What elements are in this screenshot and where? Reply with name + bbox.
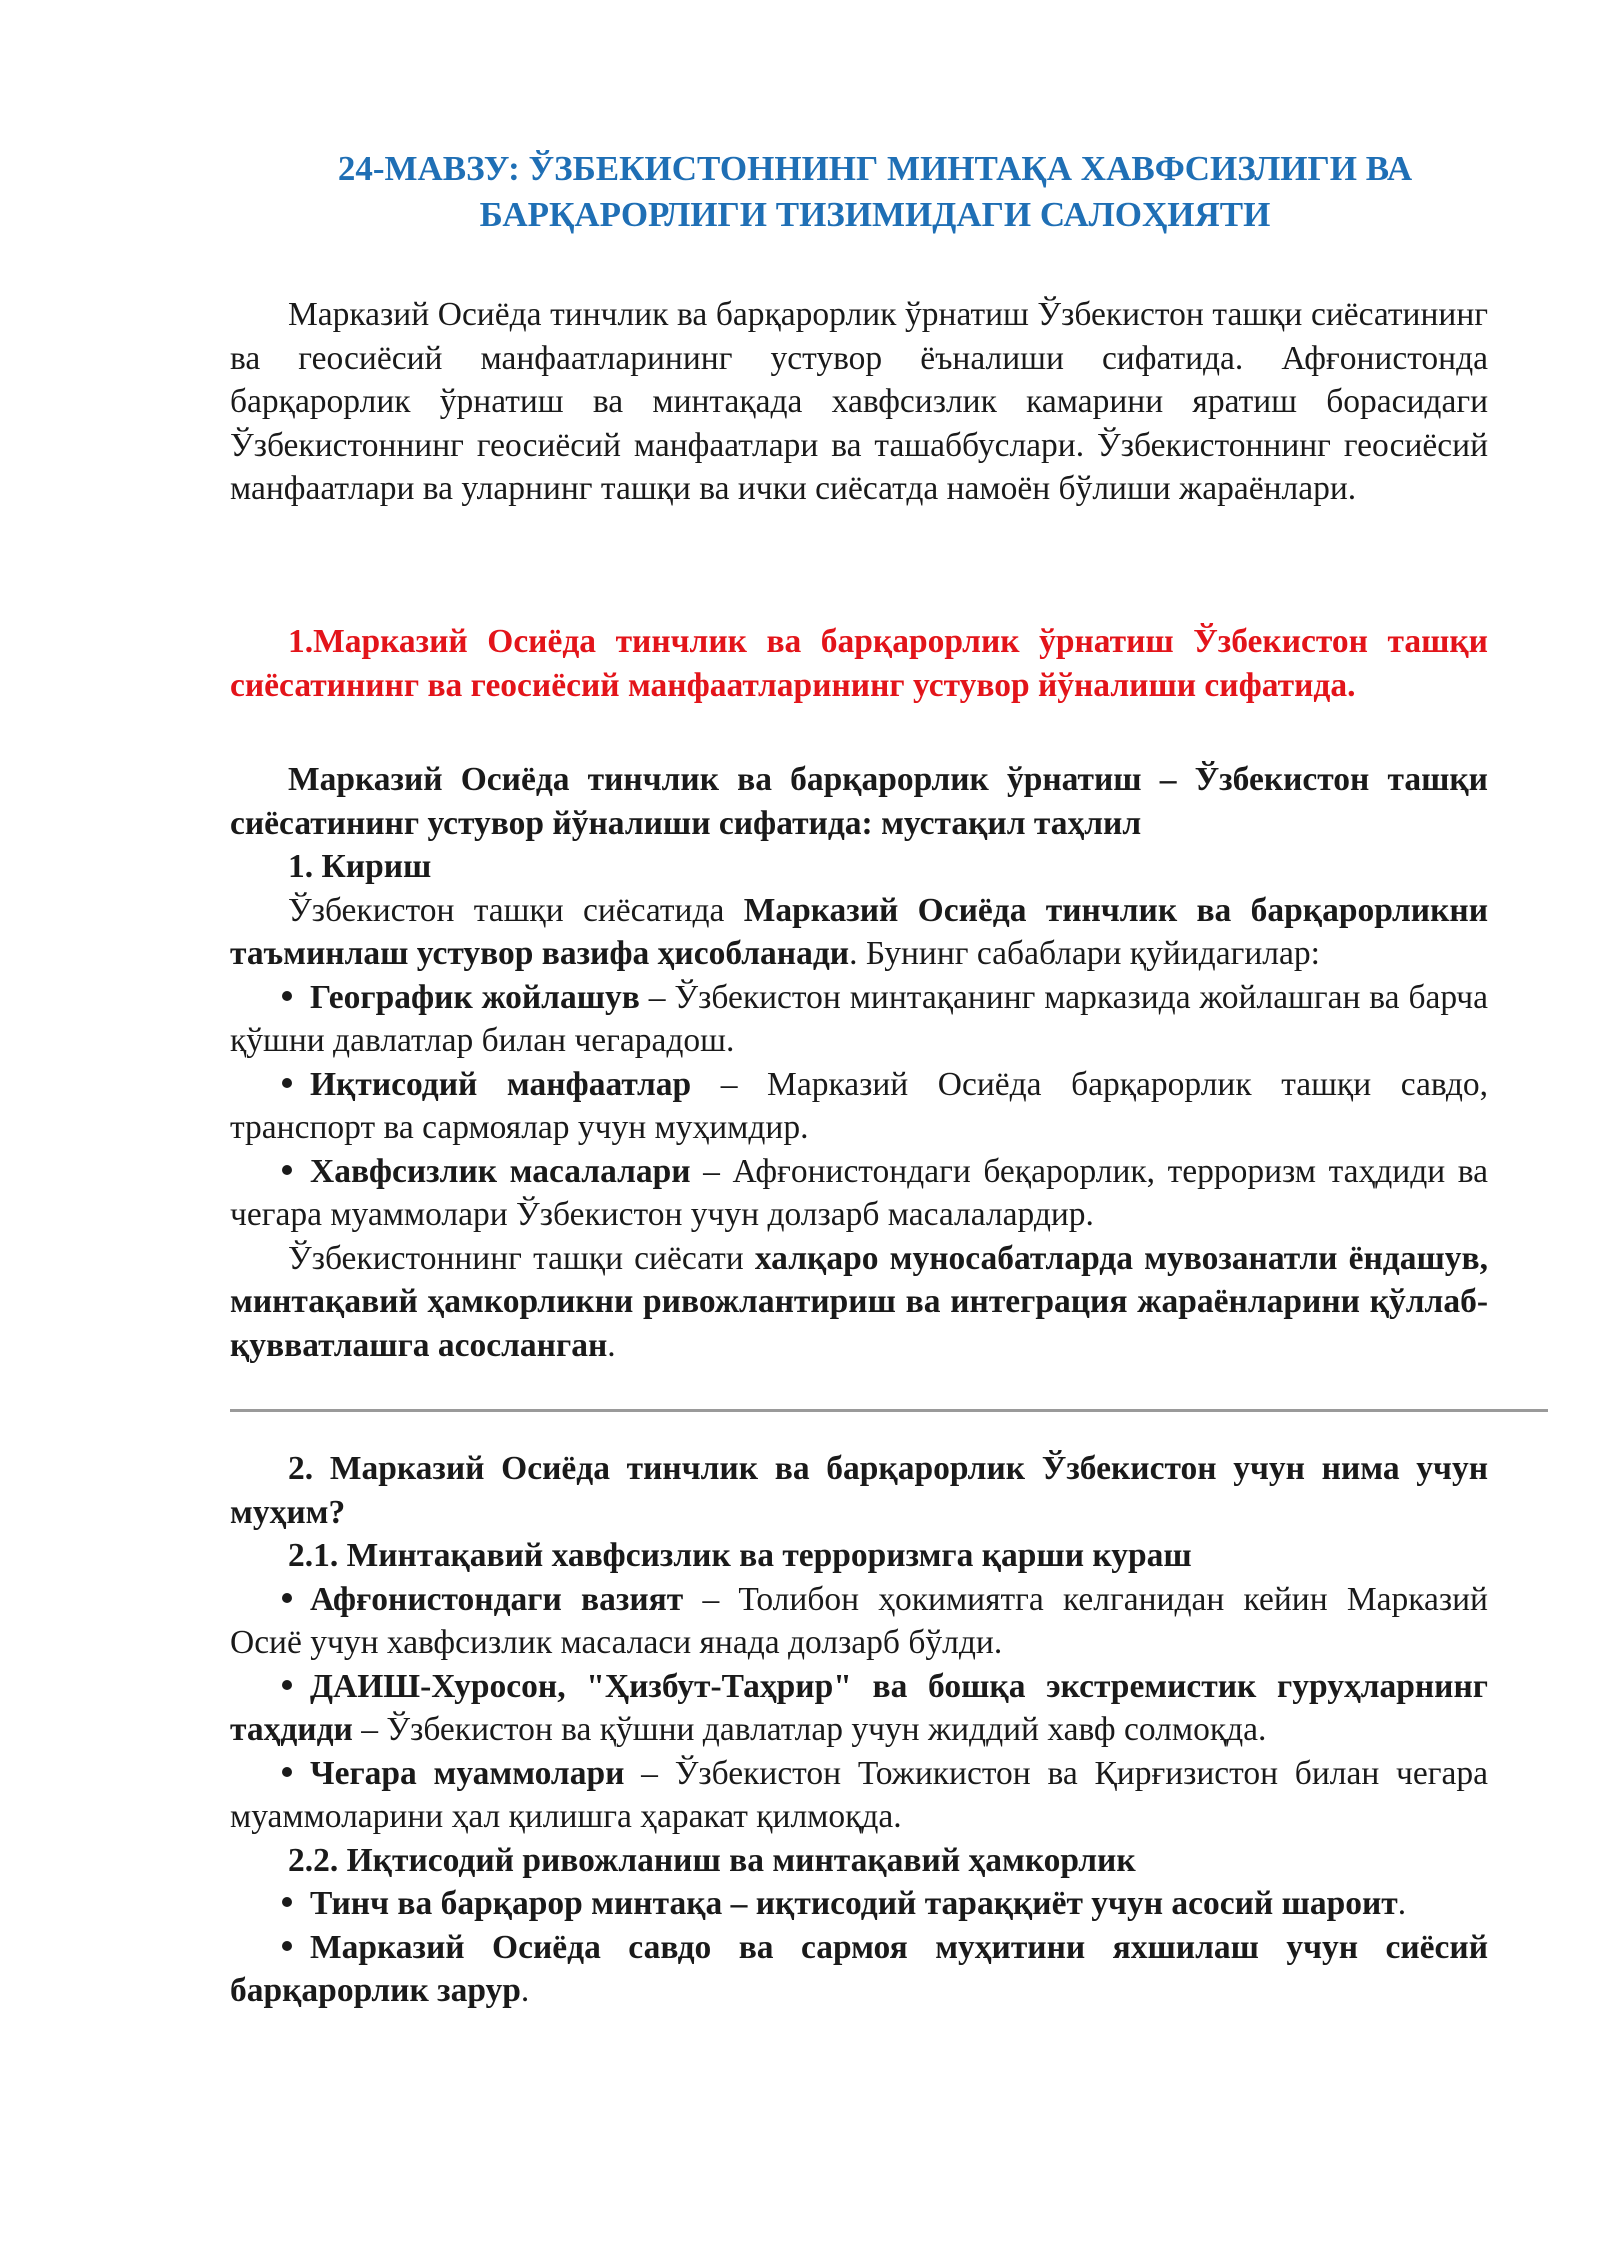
bullet-icon: [282, 1897, 292, 1907]
bullet-icon: [282, 991, 292, 1001]
para1-part-a: Ўзбекистон ташқи сиёсатида: [288, 891, 744, 929]
section-1-paragraph-1: [230, 889, 1488, 976]
list-item-text: – Толибон ҳокимиятга келганидан кейин Марказий Осиё учун хавфсизлик масаласи янада долзарб бўлди.: [230, 1580, 1488, 1661]
list-item-bold: Хавфсизлик масалалари: [310, 1152, 691, 1190]
para2-part-b: халқаро муносабатларда мувозанатли ёндашув, минтақавий ҳамкорликни ривожлантириш ва интеграция жараёнларини қўллаб-қувватлашга асосланган: [230, 1239, 1488, 1364]
list-item-bold: Географик жойлашув: [310, 978, 640, 1016]
section-1-subheading: [230, 758, 1488, 845]
intro-block: [230, 293, 1488, 511]
horizontal-divider: [230, 1409, 1548, 1412]
list-item-text: – Афғонистондаги беқарорлик, терроризм таҳдиди ва чегара муаммолари Ўзбекистон учун долзарб масалалардир.: [230, 1152, 1488, 1233]
list-item: [230, 1926, 1488, 2013]
section-2-2-heading: [230, 1839, 1488, 1883]
para2-part-a: Ўзбекистоннинг ташқи сиёсати: [288, 1239, 755, 1277]
list-item-bold: Афғонистондаги вазият: [310, 1580, 684, 1618]
para2-part-c: .: [607, 1326, 616, 1364]
list-item-text: .: [1397, 1885, 1407, 1922]
intro-heading: [230, 845, 1488, 889]
list-item-bold: Марказий Осиёда савдо ва сармоя муҳитини яхшилаш учун сиёсий барқарорлик зарур: [230, 1928, 1488, 2009]
list-item-text: – Ўзбекистон минтақанинг марказида жойлашган ва барча қўшни давлатлар билан чегарадош.: [230, 978, 1489, 1059]
section-2-1-heading-text: 2.1. Минтақавий хавфсизлик ва терроризмга қарши кураш: [288, 1537, 1192, 1574]
section-2-1-heading: [230, 1534, 1488, 1578]
list-item: [230, 1752, 1488, 1839]
section-1-heading: 1.Марказий Осиёда тинчлик ва барқарорлик ўрнатиш Ўзбекистон ташқи сиёсатининг ва геосиёсий манфаатларининг устувор йўналиши сифатида.: [230, 623, 1488, 704]
section-1-body: [230, 758, 1488, 1367]
document-title: [230, 146, 1520, 238]
list-item: [230, 1150, 1488, 1237]
section-2-2-heading-text: 2.2. Иқтисодий ривожланиш ва минтақавий ҳамкорлик: [288, 1841, 1136, 1879]
section-1-subheading-text: Марказий Осиёда тинчлик ва барқарорлик ўрнатиш – Ўзбекистон ташқи сиёсатининг устувор йўналиши сифатида: мустақил таҳлил: [230, 761, 1488, 842]
section-2-body: [230, 1447, 1488, 2013]
list-item-bold: Чегара муаммолари: [310, 1754, 625, 1792]
list-item: [230, 1063, 1488, 1150]
title-line-2: БАРҚАРОРЛИГИ ТИЗИМИДАГИ САЛОҲИЯТИ: [479, 195, 1271, 234]
bullet-icon: [282, 1767, 292, 1777]
para1-part-c: . Бунинг сабаблари қуйидагилар:: [849, 935, 1320, 972]
intro-heading-text: 1. Кириш: [288, 848, 432, 885]
list-item-bold: Иқтисодий манфаатлар: [310, 1065, 692, 1103]
section-1-paragraph-2: [230, 1237, 1488, 1368]
intro-paragraph: Марказий Осиёда тинчлик ва барқарорлик ўрнатиш Ўзбекистон ташқи сиёсатининг ва геосиёсий манфаатларининг устувор ёъналиши сифатида. Афғонистонда барқарорлик ўрнатиш ва минтақада хавфсизлик камарини яратиш борасидаги Ўзбекистоннинг геосиёсий манфаатлари ва ташаббуслари. Ўзбекистоннинг геосиёсий манфаатлари ва уларнинг ташқи ва ички сиёсатда намоён бўлиши жараёнлари.: [230, 296, 1488, 507]
bullet-icon: [282, 1941, 292, 1951]
list-item-text: – Марказий Осиёда барқарорлик ташқи савдо, транспорт ва сармоялар учун муҳимдир.: [230, 1065, 1488, 1146]
list-item-text: – Ўзбекистон ва қўшни давлатлар учун жиддий хавф солмоқда.: [352, 1711, 1267, 1748]
list-item-text: .: [520, 1972, 530, 2009]
section-2-heading: [230, 1447, 1488, 1534]
bullet-icon: [282, 1165, 292, 1175]
list-item-bold: Тинч ва барқарор минтақа – иқтисодий тараққиёт учун асосий шароит: [310, 1885, 1398, 1922]
list-item: [230, 1578, 1488, 1665]
para1-part-b: Марказий Осиёда тинчлик ва барқарорликни таъминлаш устувор вазифа ҳисобланади: [230, 891, 1488, 972]
section-1-heading-block: [230, 620, 1488, 707]
bullet-icon: [282, 1680, 292, 1690]
list-item: [230, 1882, 1488, 1926]
section-2-heading-text: 2. Марказий Осиёда тинчлик ва барқарорлик Ўзбекистон учун нима учун муҳим?: [230, 1450, 1488, 1531]
bullet-icon: [282, 1078, 292, 1088]
list-item-text: – Ўзбекистон Тожикистон ва Қирғизистон билан чегара муаммоларини ҳал қилишга ҳаракат қилмоқда.: [230, 1754, 1489, 1835]
list-item: [230, 976, 1488, 1063]
list-item-bold: ДАИШ-Хуросон, "Ҳизбут-Таҳрир" ва бошқа экстремистик гуруҳларнинг таҳдиди: [230, 1667, 1488, 1748]
bullet-icon: [282, 1593, 292, 1603]
list-item: [230, 1665, 1488, 1752]
title-line-1: 24-МАВЗУ: ЎЗБЕКИСТОННИНГ МИНТАҚА ХАВФСИЗЛИГИ ВА: [337, 149, 1413, 188]
